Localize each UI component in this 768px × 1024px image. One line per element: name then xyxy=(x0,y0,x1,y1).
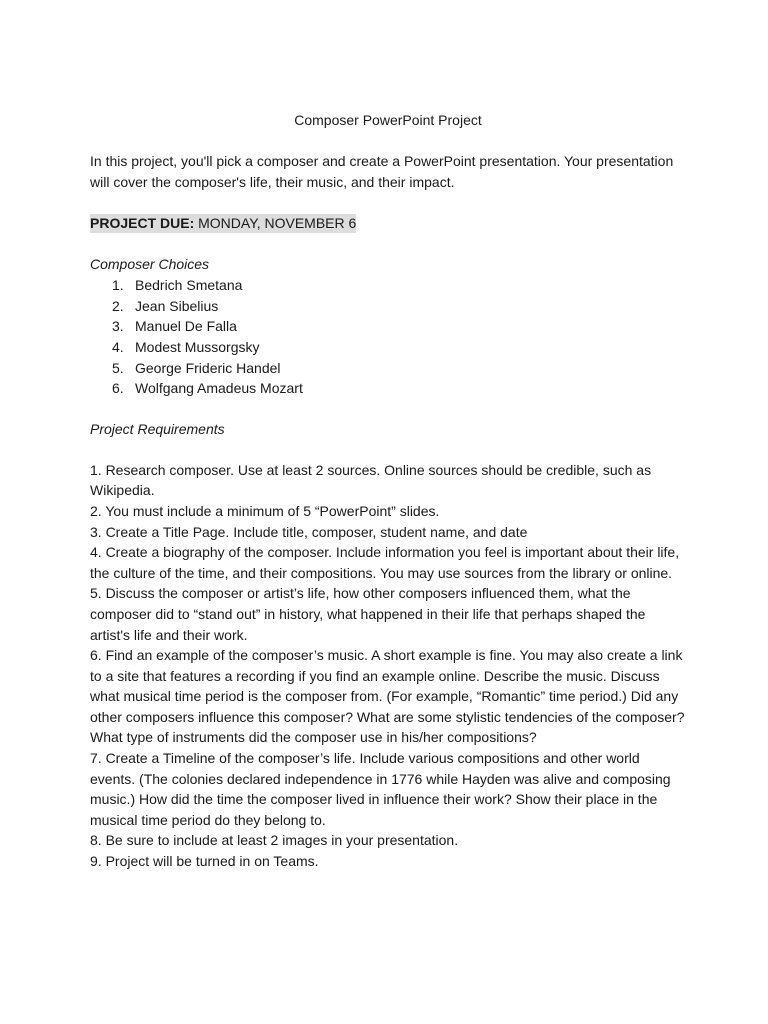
requirement-item: 4. Create a biography of the composer. Include information you feel is important about their life, the culture of the time, and their compositions. You may use sources from the library or online. xyxy=(90,544,680,581)
list-item-text: Bedrich Smetana xyxy=(135,277,243,294)
document-page xyxy=(90,110,686,872)
requirement-item: 8. Be sure to include at least 2 images in your presentation. xyxy=(90,832,459,849)
due-date-value: MONDAY, NOVEMBER 6 xyxy=(194,215,357,232)
requirement-item: 6. Find an example of the composer’s music. A short example is fine. You may also create a link to a site that features a recording if you find an example online. Describe the music. Discuss what musical time period is the composer from. (For example, “Romantic” time period.) Did any other composers influence this composer? What are some stylistic tendencies of the composer? What type of instruments did the composer use in his/her compositions? xyxy=(90,647,685,746)
document-title: Composer PowerPoint Project xyxy=(294,112,482,128)
list-item-number: 2. xyxy=(112,297,124,314)
requirements-list xyxy=(90,460,686,872)
list-item xyxy=(90,316,686,337)
requirement-item: 7. Create a Timeline of the composer’s life. Include various compositions and other world events. (The colonies declared independence in 1776 while Hayden was alive and composing music.) How did the time the composer lived in influence their work? Show their place in the musical time period do they belong to. xyxy=(90,750,671,828)
list-item xyxy=(90,275,686,296)
project-requirements-heading: Project Requirements xyxy=(90,420,225,437)
list-item-text: George Frideric Handel xyxy=(135,359,281,376)
list-item xyxy=(90,358,686,379)
requirement-item: 1. Research composer. Use at least 2 sources. Online sources should be credible, such as Wikipedia. xyxy=(90,461,652,499)
list-item-number: 3. xyxy=(112,318,124,335)
requirement-item: 2. You must include a minimum of 5 “PowerPoint” slides. xyxy=(90,502,440,519)
list-item-text: Wolfgang Amadeus Mozart xyxy=(135,380,303,397)
composer-choices-heading: Composer Choices xyxy=(90,256,210,273)
due-date-highlight xyxy=(90,214,356,233)
list-item-text: Modest Mussorgsky xyxy=(135,338,260,355)
composer-choices-list xyxy=(90,275,686,399)
due-date-line xyxy=(90,213,686,234)
requirement-item: 5. Discuss the composer or artist’s life, how other composers influenced them, what the composer did to “stand out” in history, what happened in their life that perhaps shaped the artist's life and their work. xyxy=(90,585,646,643)
list-item xyxy=(90,378,686,399)
due-date-label: PROJECT DUE: xyxy=(90,215,195,232)
list-item-text: Manuel De Falla xyxy=(135,318,237,335)
list-item-number: 1. xyxy=(112,277,124,294)
intro-paragraph: In this project, you'll pick a composer and create a PowerPoint presentation. Your presentation will cover the composer's life, their music, and their impact. xyxy=(90,153,674,190)
list-item xyxy=(90,296,686,317)
list-item xyxy=(90,337,686,358)
list-item-number: 6. xyxy=(112,380,124,397)
requirement-item: 3. Create a Title Page. Include title, composer, student name, and date xyxy=(90,523,528,540)
list-item-number: 5. xyxy=(112,359,124,376)
list-item-text: Jean Sibelius xyxy=(135,297,219,314)
list-item-number: 4. xyxy=(112,338,124,355)
requirement-item: 9. Project will be turned in on Teams. xyxy=(90,853,319,870)
